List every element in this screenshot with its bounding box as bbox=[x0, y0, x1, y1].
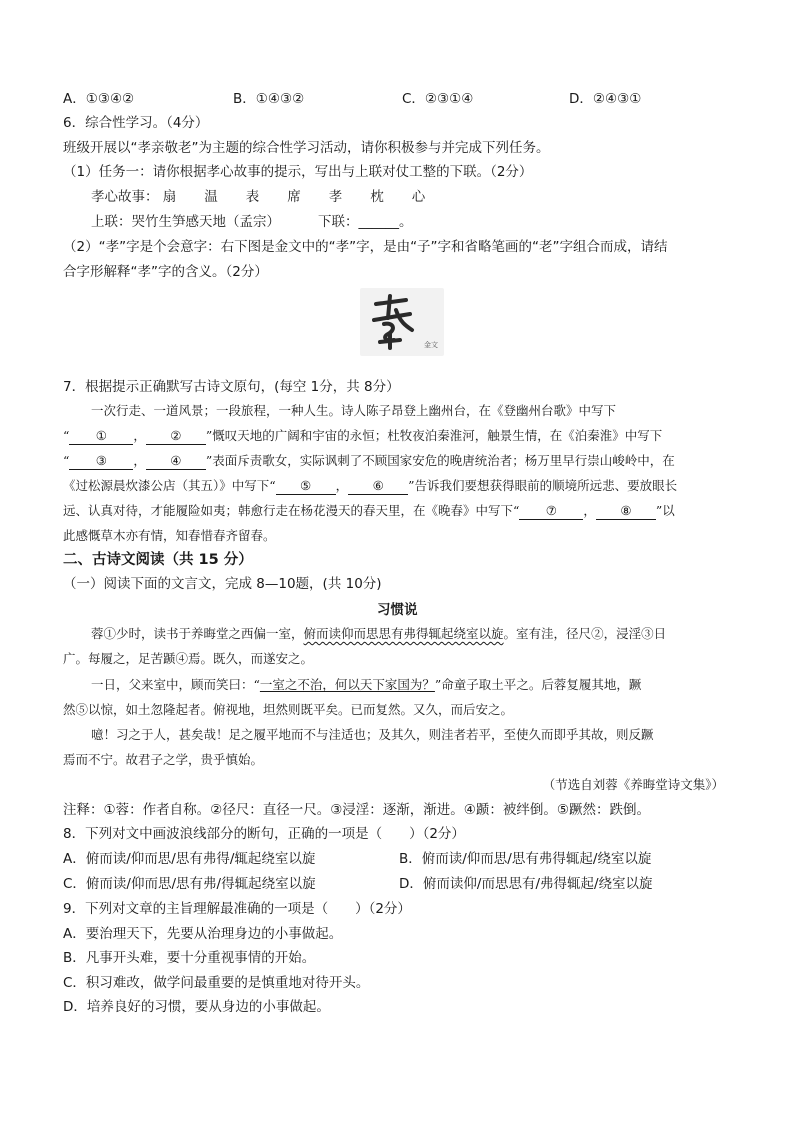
q6-heading: 6．综合性学习。（4分） bbox=[63, 115, 209, 131]
q7-line3-text: ”表面斥责歌女，实际讽刺了不顾国家安危的晚唐统治者；杨万里早行崇山峻岭中，在 bbox=[205, 453, 675, 468]
wavy-underlined-sentence: 俯而读仰而思思有弗得辄起绕室以旋 bbox=[303, 626, 504, 641]
q5-option-c[interactable]: C．②③①④ bbox=[402, 91, 474, 107]
blank-2[interactable]: ② bbox=[146, 428, 206, 445]
essay-text: 蓉 bbox=[91, 626, 104, 641]
q8-option-c[interactable]: C．俯而读/仰而思/思有弗/得辄起绕室以旋 bbox=[63, 876, 316, 892]
underlined-sentence: 一室之不治，何以天下家国为？ bbox=[259, 677, 435, 692]
essay-text: ②，浸淫 bbox=[591, 626, 642, 641]
blank-5[interactable]: ⑤ bbox=[276, 478, 336, 495]
q7-line5-text-a: 远、认真对待，才能履险如夷；韩愈行走在杨花漫天的春天里，在《晚春》中写下“ bbox=[63, 503, 520, 518]
q6-task2-line2: 合字形解释“孝”字的含义。（2分） bbox=[63, 264, 268, 280]
blank-3[interactable]: ③ bbox=[69, 453, 133, 470]
essay-text: ”命童子取土平之。后蓉复履其地，蹶 bbox=[434, 677, 642, 692]
q9-option-d[interactable]: D．培养良好的习惯，要从身边的小事做起。 bbox=[63, 999, 330, 1015]
blank-6[interactable]: ⑥ bbox=[348, 478, 408, 495]
jinwen-xiao-glyph-icon bbox=[366, 292, 422, 352]
essay-notes: 注释：①蓉：作者自称。②径尺：直径一尺。③浸淫：逐渐，渐进。④踬：被绊倒。⑤蹶然：跌倒。 bbox=[63, 802, 651, 818]
q8-option-b[interactable]: B．俯而读/仰而思/思有弗得辄起/绕室以旋 bbox=[399, 851, 652, 867]
seal-caption: 金文 bbox=[424, 341, 438, 349]
essay-text: 一日，父来室中，顾而笑曰：“ bbox=[91, 677, 260, 692]
section-2-subtitle: （一）阅读下面的文言文，完成 8—10题，(共 10分) bbox=[63, 576, 382, 592]
blank-8[interactable]: ⑧ bbox=[596, 503, 656, 520]
q6-task1: （1）任务一：请你根据孝心故事的提示，写出与上联对仗工整的下联。（2分） bbox=[63, 164, 533, 180]
q6-story-char: 扇 bbox=[162, 189, 177, 205]
essay-para3-line1: 噫！习之于人，甚矣哉！足之履平地而不与洼适也；及其久，则洼者若平，至使久而即乎其故，则反蹶 bbox=[91, 727, 654, 742]
q6-task2-line1: （2）“孝”字是个会意字：右下图是金文中的“孝”字，是由“子”字和省略笔画的“老”字组合而成，请结 bbox=[63, 239, 668, 255]
q6-stories bbox=[91, 187, 439, 207]
q5-options bbox=[63, 89, 641, 109]
q6-story-char: 心 bbox=[411, 189, 426, 205]
essay-para3-line2: 焉而不宁。故君子之学，贵乎慎始。 bbox=[63, 752, 264, 767]
q9-heading: 9．下列对文章的主旨理解最准确的一项是（ ）（2分） bbox=[63, 901, 411, 917]
essay-source: （节选自刘蓉《养晦堂诗文集》） bbox=[542, 777, 724, 792]
q8-option-a[interactable]: A．俯而读/仰而思/思有弗得/辄起绕室以旋 bbox=[63, 851, 316, 867]
q7-line4-text-a: 《过松源晨炊漆公店（其五）》中写下“ bbox=[63, 478, 276, 493]
q6-stories-label: 孝心故事： bbox=[91, 189, 159, 205]
essay-text: ①少时，读书于养晦堂之西偏一室， bbox=[103, 626, 304, 641]
q5-option-d[interactable]: D．②④③① bbox=[569, 91, 642, 107]
q6-couplet-lower-label: 下联： bbox=[318, 214, 359, 230]
section-2-title: 二、古诗文阅读（共 15 分） bbox=[63, 552, 253, 568]
blank-1[interactable]: ① bbox=[69, 428, 133, 445]
q8-option-d[interactable]: D．俯而读仰/而思思有/弗得辄起/绕室以旋 bbox=[399, 876, 653, 892]
q5-option-a[interactable]: A．①③④② bbox=[63, 91, 135, 107]
q6-couplet bbox=[91, 212, 413, 232]
q7-line3: “ ③ ， ④ ”表面斥责歌女，实际讽刺了不顾国家安危的晚唐统治者；杨万里早行崇山峻岭中，在 bbox=[63, 453, 675, 468]
q6-story-char: 孝 bbox=[328, 189, 343, 205]
q9-option-c[interactable]: C．积习难改，做学问最重要的是慎重地对待开头。 bbox=[63, 975, 370, 991]
q5-option-b[interactable]: B．①④③② bbox=[233, 91, 305, 107]
q6-story-char: 席 bbox=[287, 189, 301, 205]
jinwen-xiao-image bbox=[360, 288, 444, 356]
essay-text: 广。每履之，足苦踬 bbox=[63, 651, 176, 666]
q8-heading: 8．下列对文中画波浪线部分的断句，正确的一项是（ ）（2分） bbox=[63, 826, 465, 842]
essay-para2-line1 bbox=[91, 675, 641, 695]
q9-option-a[interactable]: A．要治理天下，先要从治理身边的小事做起。 bbox=[63, 926, 343, 942]
essay-text: 。室有洼，径尺 bbox=[503, 626, 592, 641]
q7-line2: “ ① ， ② ”慨叹天地的广阔和宇宙的永恒；杜牧夜泊秦淮河，触景生情，在《泊秦淮》中写下 bbox=[63, 428, 663, 443]
essay-para2-line2 bbox=[63, 700, 513, 720]
q6-couplet-blank[interactable]: ______ bbox=[358, 214, 399, 230]
q9-option-b[interactable]: B．凡事开头难，要十分重视事情的开始。 bbox=[63, 950, 316, 966]
essay-para1-line1 bbox=[91, 624, 666, 644]
q6-intro: 班级开展以“孝亲敬老”为主题的综合性学习活动，请你积极参与并完成下列任务。 bbox=[63, 140, 550, 156]
q7-line1: 一次行走、一道风景；一段旅程，一种人生。诗人陈子昂登上幽州台，在《登幽州台歌》中写下 bbox=[91, 403, 617, 418]
blank-4[interactable]: ④ bbox=[146, 453, 206, 470]
q6-couplet-end: 。 bbox=[399, 214, 413, 230]
q6-couplet-upper: 上联：哭竹生笋感天地（孟宗） bbox=[91, 214, 280, 230]
q7-line5-text-b: ”以 bbox=[655, 503, 675, 518]
q7-line4-text-b: ”告诉我们要想获得眼前的顺境所远悲、要放眼长 bbox=[408, 478, 678, 493]
blank-7[interactable]: ⑦ bbox=[519, 503, 583, 520]
q7-heading: 7．根据提示正确默写古诗文原句，(每空 1分，共 8分） bbox=[63, 379, 400, 395]
essay-title: 习惯说 bbox=[377, 602, 418, 618]
q6-story-char: 枕 bbox=[370, 189, 384, 205]
q7-line6: 此感慨草木亦有情，知春惜春齐留春。 bbox=[63, 528, 276, 543]
q7-line5: 远、认真对待，才能履险如夷；韩愈行走在杨花漫天的春天里，在《晚春》中写下“ ⑦ ， ⑧ ”以 bbox=[63, 503, 675, 518]
q6-story-char: 温 bbox=[204, 189, 218, 205]
essay-text: ⑤以惊，如土忽隆起者。俯视地，坦然则既平矣。已而复然。又久，而后安之。 bbox=[75, 702, 514, 717]
essay-text: ③日 bbox=[641, 626, 667, 641]
essay-text: 然 bbox=[63, 702, 76, 717]
q6-story-char: 表 bbox=[245, 189, 260, 205]
essay-text: ④焉。既久，而遂安之。 bbox=[175, 651, 314, 666]
q7-line4: 《过松源晨炊漆公店（其五）》中写下“ ⑤ ， ⑥ ”告诉我们要想获得眼前的顺境所远悲、要放眼长 bbox=[63, 478, 678, 493]
essay-para1-line2 bbox=[63, 649, 313, 669]
q7-line2-text: ”慨叹天地的广阔和宇宙的永恒；杜牧夜泊秦淮河，触景生情，在《泊秦淮》中写下 bbox=[205, 428, 663, 443]
